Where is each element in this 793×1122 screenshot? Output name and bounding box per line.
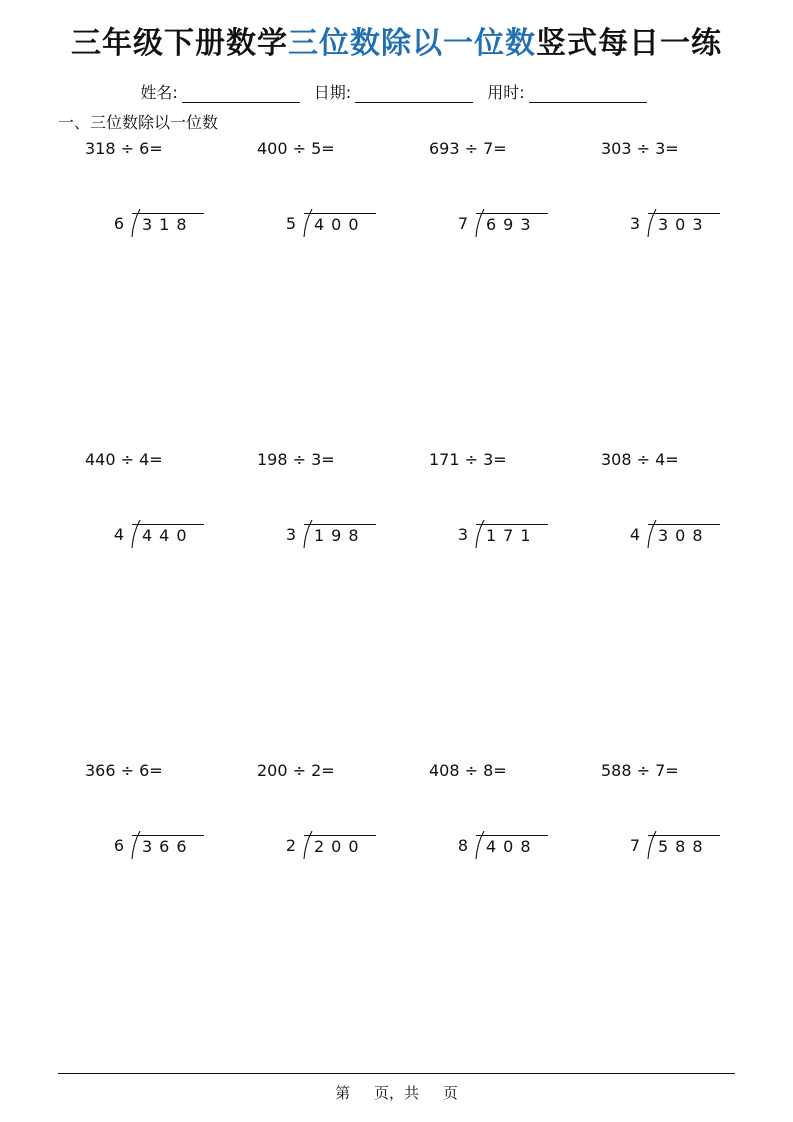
division-bracket [476,524,548,545]
long-division-setup [282,835,376,856]
dividend: 588 [648,835,720,856]
divisor: 3 [457,525,468,544]
problem-expression: 408 ÷ 8= [429,761,507,780]
dividend: 400 [304,213,376,234]
problem-expression: 308 ÷ 4= [601,450,679,469]
dividend: 366 [132,835,204,856]
name-field [140,80,305,103]
dividend: 318 [132,213,204,234]
time-field [487,80,652,103]
long-division-setup [454,835,548,856]
problem-expression: 400 ÷ 5= [257,139,335,158]
division-bracket [132,835,204,856]
division-bracket [132,524,204,545]
name-blank[interactable] [182,86,300,103]
long-division-setup [282,524,376,545]
dividend: 408 [476,835,548,856]
divisor: 3 [629,214,640,233]
footer-divider [58,1073,735,1074]
worksheet-title [0,18,793,62]
problem-expression: 588 ÷ 7= [601,761,679,780]
division-bracket [132,213,204,234]
divisor: 6 [113,214,124,233]
division-bracket [304,524,376,545]
problem-expression: 318 ÷ 6= [85,139,163,158]
problem-expression: 366 ÷ 6= [85,761,163,780]
long-division-setup [626,524,720,545]
date-label: 日期: [313,83,352,102]
long-division-setup [110,213,204,234]
division-bracket [648,213,720,234]
problem-expression: 693 ÷ 7= [429,139,507,158]
dividend: 303 [648,213,720,234]
division-bracket [476,213,548,234]
division-bracket [476,835,548,856]
long-division-setup [110,835,204,856]
problem-expression: 200 ÷ 2= [257,761,335,780]
divisor: 4 [629,525,640,544]
name-label: 姓名: [140,83,178,102]
long-division-setup [626,835,720,856]
page-footer: 第 页，共 页 [335,1084,458,1102]
divisor: 5 [285,214,296,233]
dividend: 440 [132,524,204,545]
long-division-setup [626,213,720,234]
long-division-setup [282,213,376,234]
date-blank[interactable] [355,86,473,103]
title-highlight: 三位数除以一位数 [288,26,536,61]
divisor: 2 [285,836,296,855]
problem-expression: 171 ÷ 3= [429,450,507,469]
time-label: 用时: [487,83,525,102]
title-part-1: 三年级下册数学 [71,26,288,61]
problem-expression: 198 ÷ 3= [257,450,335,469]
divisor: 6 [113,836,124,855]
division-bracket [648,835,720,856]
title-part-2: 竖式每日一练 [536,26,722,61]
section-title: 一、三位数除以一位数 [58,113,219,132]
divisor: 8 [457,836,468,855]
divisor: 3 [285,525,296,544]
dividend: 200 [304,835,376,856]
division-bracket [304,213,376,234]
dividend: 171 [476,524,548,545]
long-division-setup [110,524,204,545]
dividend: 693 [476,213,548,234]
date-field [314,80,479,103]
divisor: 7 [457,214,468,233]
dividend: 308 [648,524,720,545]
long-division-setup [454,213,548,234]
problem-expression: 440 ÷ 4= [85,450,163,469]
problem-expression: 303 ÷ 3= [601,139,679,158]
divisor: 4 [113,525,124,544]
long-division-setup [454,524,548,545]
info-row [0,80,793,103]
dividend: 198 [304,524,376,545]
division-bracket [304,835,376,856]
time-blank[interactable] [529,86,647,103]
division-bracket [648,524,720,545]
divisor: 7 [629,836,640,855]
